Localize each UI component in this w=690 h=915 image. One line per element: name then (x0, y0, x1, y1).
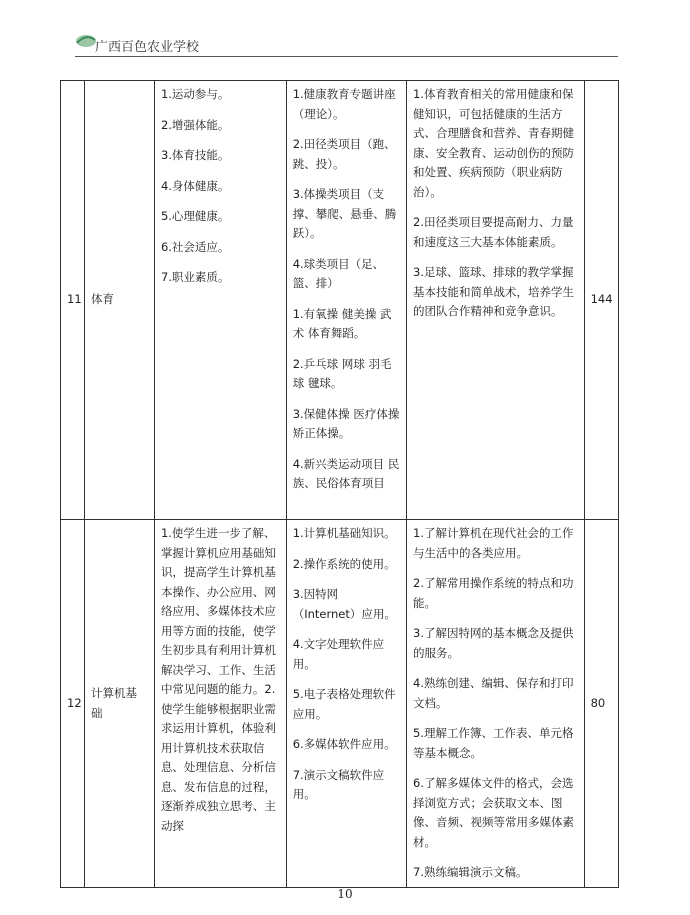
course-hours: 80 (584, 520, 618, 888)
list-item: 6.社会适应。 (160, 239, 230, 254)
list-item: 1.体育教育相关的常用健康和保健知识，可包括健康的生活方式、合理膳食和营养、青春期健康、安全教育、运动创伤的预防和处置、疾病预防（职业病防治）。 (413, 87, 574, 199)
list-item: 7.熟练编辑演示文稿。 (413, 865, 528, 879)
list-item: 2.田径类项目要提高耐力、力量和速度这三大基本体能素质。 (413, 215, 574, 249)
list-item: 1.了解计算机在现代社会的工作与生活中的各类应用。 (413, 526, 574, 560)
course-requirements (407, 81, 585, 520)
list-item: 2.乒乓球 网球 羽毛球 毽球。 (292, 356, 392, 390)
list-item: 5.理解工作簿、工作表、单元格等基本概念。 (413, 726, 574, 760)
page-header (75, 30, 618, 58)
list-item: 1.运动参与。 (160, 87, 230, 101)
course-contents (286, 81, 406, 520)
list-item: 2.田径类项目（跑、跳、投）。 (292, 137, 396, 171)
page-number: 10 (337, 887, 353, 901)
list-item: 6.了解多媒体文件的格式，会选择浏览方式；会获取文本、图像、音频、视频等常用多媒体素材。 (413, 776, 574, 849)
list-item: 4.熟练创建、编辑、保存和打印文档。 (413, 676, 574, 710)
list-item: 2.增强体能。 (160, 117, 230, 132)
list-item: 4.球类项目（足、篮、排） (292, 256, 385, 290)
curriculum-table (60, 80, 619, 888)
list-item: 2.了解常用操作系统的特点和功能。 (413, 576, 574, 610)
list-item: 1.有氧操 健美操 武术 体育舞蹈。 (292, 306, 392, 340)
list-item: 3.保健体操 医疗体操 矫正体操。 (292, 406, 400, 440)
list-item: 2.操作系统的使用。 (292, 556, 396, 571)
list-item: 3.体育技能。 (160, 148, 230, 162)
list-item: 7.演示文稿软件应用。 (292, 767, 385, 801)
list-item: 4.文字处理软件应用。 (292, 637, 385, 671)
list-item: 1.使学生进一步了解、掌握计算机应用基础知识，提高学生计算机基本操作、办公应用、网络应用、多媒体技术应用等方面的技能，使学生初步具有利用计算机解决学习、工作、生活中常见问题的能力。2.使学生能够根据职业需求运用计算机，体验利用计算机技术获取信息、处理信息、分析信息、发布信息的过程，逐渐养成独立思考、主动探 (160, 526, 276, 833)
table-row (61, 520, 619, 888)
list-item: 3.体操类项目（支撑、攀爬、悬垂、腾跃）。 (292, 187, 397, 240)
course-requirements (407, 520, 585, 888)
school-name: 广西百色农业学校 (95, 40, 200, 55)
list-item: 5.心理健康。 (160, 209, 230, 223)
course-hours: 144 (584, 81, 618, 520)
list-item: 4.新兴类运动项目 民族、民俗体育项目 (292, 456, 400, 490)
list-item: 5.电子表格处理软件应用。 (292, 687, 396, 721)
list-item: 3.足球、篮球、排球的教学掌握基本技能和简单战术，培养学生的团队合作精神和竞争意识。 (413, 265, 574, 318)
course-number: 11 (61, 81, 85, 520)
list-item: 3.了解因特网的基本概念及提供的服务。 (413, 626, 574, 660)
course-objectives (154, 520, 286, 888)
course-objectives (154, 81, 286, 520)
list-item: 4.身体健康。 (160, 178, 230, 193)
list-item: 1.计算机基础知识。 (292, 526, 396, 540)
course-name: 体育 (85, 81, 155, 520)
list-item: 3.因特网（Internet）应用。 (292, 587, 396, 621)
school-logo-icon (75, 33, 97, 49)
list-item: 1.健康教育专题讲座（理论）。 (292, 87, 396, 121)
header-divider (75, 56, 618, 57)
list-item: 7.职业素质。 (160, 270, 230, 284)
table-row (61, 81, 619, 520)
course-number: 12 (61, 520, 85, 888)
course-contents (286, 520, 406, 888)
course-name: 计算机基础 (85, 520, 155, 888)
list-item: 6.多媒体软件应用。 (292, 737, 396, 751)
